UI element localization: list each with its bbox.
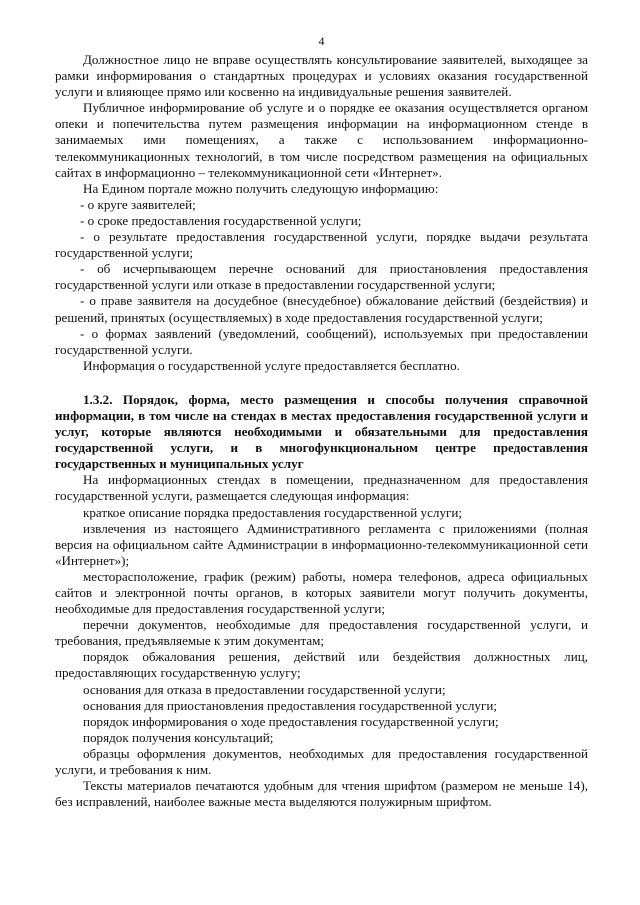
list-item: - о праве заявителя на досудебное (внесудебное) обжалование действий (бездействия) и решений, принятых (осуществляемых) в ходе предоставления государственной услуги; (55, 293, 588, 325)
list-item: основания для отказа в предоставлении государственной услуги; (83, 681, 446, 697)
list-item: образцы оформления документов, необходимых для предоставления государственной услуги, и требования к ним. (55, 745, 588, 778)
list-item: перечни документов, необходимые для предоставления государственной услуги, и требования, предъявляемые к этим документам; (55, 617, 588, 649)
paragraph-stands-intro: На информационных стендах в помещении, предназначенном для предоставления государственной услуги, размещается следующая информация: (55, 472, 588, 504)
list-item: - об исчерпывающем перечне оснований для приостановления предоставления государственной услуги или отказе в предоставлении государственной услуги; (55, 261, 588, 293)
list-item: - о результате предоставления государственной услуги, порядке выдачи результата государственной услуги; (55, 229, 588, 261)
list-item: месторасположение, график (режим) работы, номера телефонов, адреса официальных сайтов и электронной почты органов, в которых заявители могут получить документы, необходимые для предоставления государственной услуги; (55, 568, 588, 617)
list-item: порядок получения консультаций; (83, 729, 274, 745)
list-item: извлечения из настоящего Административного регламента с приложениями (полная версия на официальном сайте Администрации в информационно-телекоммуникационной сети «Интернет»); (55, 520, 588, 568)
list-item: - о сроке предоставления государственной услуги; (80, 212, 362, 228)
list-item: основания для приостановления предоставления государственной услуги; (83, 697, 497, 713)
list-item: порядок обжалования решения, действий или бездействия должностных лиц, предоставляющих государственную услугу; (55, 649, 588, 681)
paragraph-consultation-limits: Должностное лицо не вправе осуществлять консультирование заявителей, выходящее за рамки информирования о стандартных процедурах и условиях оказания государственной услуги и влияющее прямо или косвенно на индивидуальные решения заявителей. (55, 52, 588, 100)
list-item: краткое описание порядка предоставления государственной услуги; (83, 504, 463, 520)
page-number: 4 (318, 34, 325, 48)
paragraph-text-requirements: Тексты материалов печатаются удобным для чтения шрифтом (размером не меньше 14), без исправлений, наиболее важные места выделяются полужирным шрифтом. (55, 778, 588, 810)
section-heading: 1.3.2. Порядок, форма, место размещения и способы получения справочной информации, в том числе на стендах в местах предоставления государственной услуги и услуг, которые являются необходимыми и обязательными для предоставления государственной услуги, и в многофункциональном центре предоставления государственных и муниципальных услуг (55, 391, 588, 472)
paragraph-portal-info: На Едином портале можно получить следующую информацию: (83, 180, 439, 196)
list-item: - о круге заявителей; (80, 196, 196, 212)
paragraph-free-of-charge: Информация о государственной услуге предоставляется бесплатно. (83, 357, 460, 373)
list-item: порядок информирования о ходе предоставления государственной услуги; (83, 713, 499, 729)
list-item: - о формах заявлений (уведомлений, сообщений), используемых при предоставлении государственной услуги. (55, 325, 588, 357)
paragraph-public-informing: Публичное информирование об услуге и о порядке ее оказания осуществляется органом опеки и попечительства путем размещения информации на информационном стенде в занимаемых ими помещениях, а также с использованием информационно-телекоммуникационных технологий, в том числе посредством размещения на официальных сайтах в информационно – телекоммуникационной сети «Интернет». (55, 100, 588, 180)
document-page (55, 34, 588, 810)
